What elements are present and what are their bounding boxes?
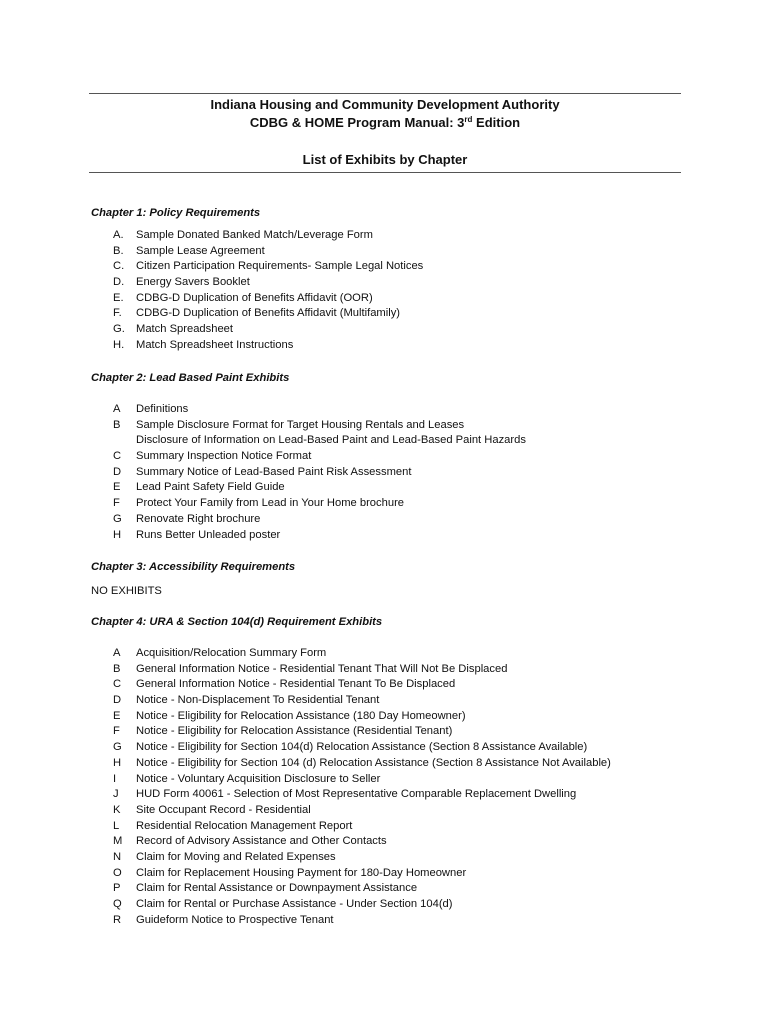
item-text: Claim for Rental or Purchase Assistance - Under Section 104(d) <box>136 898 453 910</box>
item-letter: H. <box>113 338 125 351</box>
item-text: Summary Inspection Notice Format <box>136 450 312 463</box>
list-item <box>91 881 691 897</box>
title-line-2 <box>89 114 681 132</box>
item-letter: A <box>113 647 121 659</box>
item-text: General Information Notice - Residential Tenant To Be Displaced <box>136 678 456 691</box>
list-item <box>91 709 691 725</box>
item-letter: B. <box>113 244 124 257</box>
item-text: Claim for Moving and Related Expenses <box>136 850 336 863</box>
item-letter: J <box>113 788 119 801</box>
list-item <box>91 528 691 544</box>
list-item <box>91 724 691 740</box>
list-item <box>91 338 691 354</box>
list-item <box>91 306 691 322</box>
list-item <box>91 897 691 913</box>
list-item <box>91 756 691 772</box>
item-text: Notice - Eligibility for Section 104(d) Relocation Assistance (Section 8 Assistance Available) <box>136 741 588 754</box>
item-letter: E <box>113 709 121 722</box>
item-text: Lead Paint Safety Field Guide <box>136 481 285 494</box>
list-item <box>91 803 691 819</box>
item-letter: P <box>113 882 121 895</box>
list-item <box>91 819 691 835</box>
list-item <box>91 259 691 275</box>
item-letter: A <box>113 403 121 415</box>
item-text: Runs Better Unleaded poster <box>136 528 281 541</box>
item-text: Protect Your Family from Lead in Your Home brochure <box>136 497 405 510</box>
item-letter: A. <box>113 229 124 241</box>
title-line-2-main: CDBG & HOME Program Manual: 3 <box>249 115 465 130</box>
item-text: Citizen Participation Requirements- Sample Legal Notices <box>136 260 424 273</box>
list-item <box>91 433 691 449</box>
item-text: Renovate Right brochure <box>136 512 261 525</box>
list-item <box>91 740 691 756</box>
item-text: Sample Donated Banked Match/Leverage Form <box>136 229 373 241</box>
chapter-3-heading: Chapter 3: Accessibility Requirements <box>91 561 296 573</box>
item-text: CDBG-D Duplication of Benefits Affidavit (Multifamily) <box>136 307 401 320</box>
title-line-1: Indiana Housing and Community Development Authority <box>210 97 560 112</box>
chapter-4-list <box>91 646 691 928</box>
item-text: Summary Notice of Lead-Based Paint Risk Assessment <box>136 465 412 478</box>
item-text: Notice - Eligibility for Relocation Assistance (180 Day Homeowner) <box>136 709 466 722</box>
list-item <box>91 228 691 244</box>
item-text: Energy Savers Booklet <box>136 276 250 289</box>
chapter-2-heading: Chapter 2: Lead Based Paint Exhibits <box>91 372 290 384</box>
item-letter: G <box>113 512 122 525</box>
item-letter: R <box>113 913 122 926</box>
list-item <box>91 662 691 678</box>
item-letter: E <box>113 481 121 494</box>
item-text: General Information Notice - Residential Tenant That Will Not Be Displaced <box>136 662 508 675</box>
item-letter: G <box>113 741 122 754</box>
item-text: Notice - Eligibility for Section 104 (d) Relocation Assistance (Section 8 Assistance Not Available) <box>136 756 611 769</box>
item-letter: I <box>113 772 117 785</box>
header-bottom-rule <box>89 172 681 173</box>
list-item <box>91 465 691 481</box>
item-text: Sample Disclosure Format for Target Housing Rentals and Leases <box>136 418 465 431</box>
list-item <box>91 787 691 803</box>
list-item <box>91 480 691 496</box>
chapter-3-no-exhibits: NO EXHIBITS <box>91 585 162 597</box>
item-letter: C. <box>113 260 125 273</box>
list-item <box>91 772 691 788</box>
list-item <box>91 677 691 693</box>
item-letter: F <box>113 725 120 738</box>
item-letter: L <box>113 819 120 832</box>
item-letter: B <box>113 418 121 431</box>
list-item <box>91 512 691 528</box>
list-item <box>91 275 691 291</box>
item-letter: F. <box>113 307 122 320</box>
item-text: Notice - Non-Displacement To Residential Tenant <box>136 694 380 707</box>
list-item <box>91 496 691 512</box>
list-title: List of Exhibits by Chapter <box>302 152 468 167</box>
item-text: Guideform Notice to Prospective Tenant <box>136 913 334 926</box>
title-line-2-superscript: rd <box>464 115 473 124</box>
item-letter: B <box>113 662 121 675</box>
chapter-2-list <box>91 402 691 543</box>
list-item <box>91 322 691 338</box>
header <box>89 96 681 169</box>
list-item <box>91 402 691 418</box>
item-letter: G. <box>113 323 125 336</box>
item-text: Claim for Replacement Housing Payment for 180-Day Homeowner <box>136 866 467 879</box>
item-letter: H <box>113 756 122 769</box>
item-letter: H <box>113 528 122 541</box>
chapter-1-heading: Chapter 1: Policy Requirements <box>91 207 261 219</box>
list-item <box>91 418 691 434</box>
list-item <box>91 913 691 929</box>
item-letter: M <box>113 835 123 848</box>
item-letter: N <box>113 850 122 863</box>
chapter-4-heading: Chapter 4: URA & Section 104(d) Requirement Exhibits <box>91 616 383 628</box>
item-letter: D. <box>113 276 125 289</box>
item-letter: Q <box>113 898 122 910</box>
item-text: Record of Advisory Assistance and Other Contacts <box>136 835 387 848</box>
list-item <box>91 866 691 882</box>
list-item <box>91 834 691 850</box>
list-item <box>91 850 691 866</box>
item-text: Claim for Rental Assistance or Downpayment Assistance <box>136 882 418 895</box>
item-letter: E. <box>113 291 124 304</box>
item-text: Match Spreadsheet Instructions <box>136 338 294 351</box>
item-text: Acquisition/Relocation Summary Form <box>136 647 327 659</box>
item-letter: F <box>113 497 120 510</box>
item-text: Sample Lease Agreement <box>136 244 265 257</box>
list-item <box>91 291 691 307</box>
item-text: Notice - Voluntary Acquisition Disclosure to Seller <box>136 772 381 785</box>
item-letter: D <box>113 694 122 707</box>
chapter-1-list <box>91 228 691 354</box>
item-letter: O <box>113 866 122 879</box>
list-item <box>91 449 691 465</box>
title-line-2-suffix: Edition <box>472 115 521 130</box>
list-item <box>91 646 691 662</box>
item-text: Definitions <box>136 403 189 415</box>
list-item <box>91 244 691 260</box>
item-letter: C <box>113 678 122 691</box>
item-text: CDBG-D Duplication of Benefits Affidavit (OOR) <box>136 291 373 304</box>
item-letter: D <box>113 465 122 478</box>
item-text: Disclosure of Information on Lead-Based Paint and Lead-Based Paint Hazards <box>136 434 526 447</box>
item-letter: K <box>113 803 121 816</box>
item-text: Residential Relocation Management Report <box>136 819 353 832</box>
item-text: Site Occupant Record - Residential <box>136 803 311 816</box>
item-text: Notice - Eligibility for Relocation Assistance (Residential Tenant) <box>136 725 453 738</box>
item-letter <box>91 433 136 449</box>
item-text: HUD Form 40061 - Selection of Most Representative Comparable Replacement Dwelling <box>136 788 577 801</box>
list-item <box>91 693 691 709</box>
item-letter: C <box>113 450 122 463</box>
header-top-rule <box>89 93 681 94</box>
item-text: Match Spreadsheet <box>136 323 234 336</box>
